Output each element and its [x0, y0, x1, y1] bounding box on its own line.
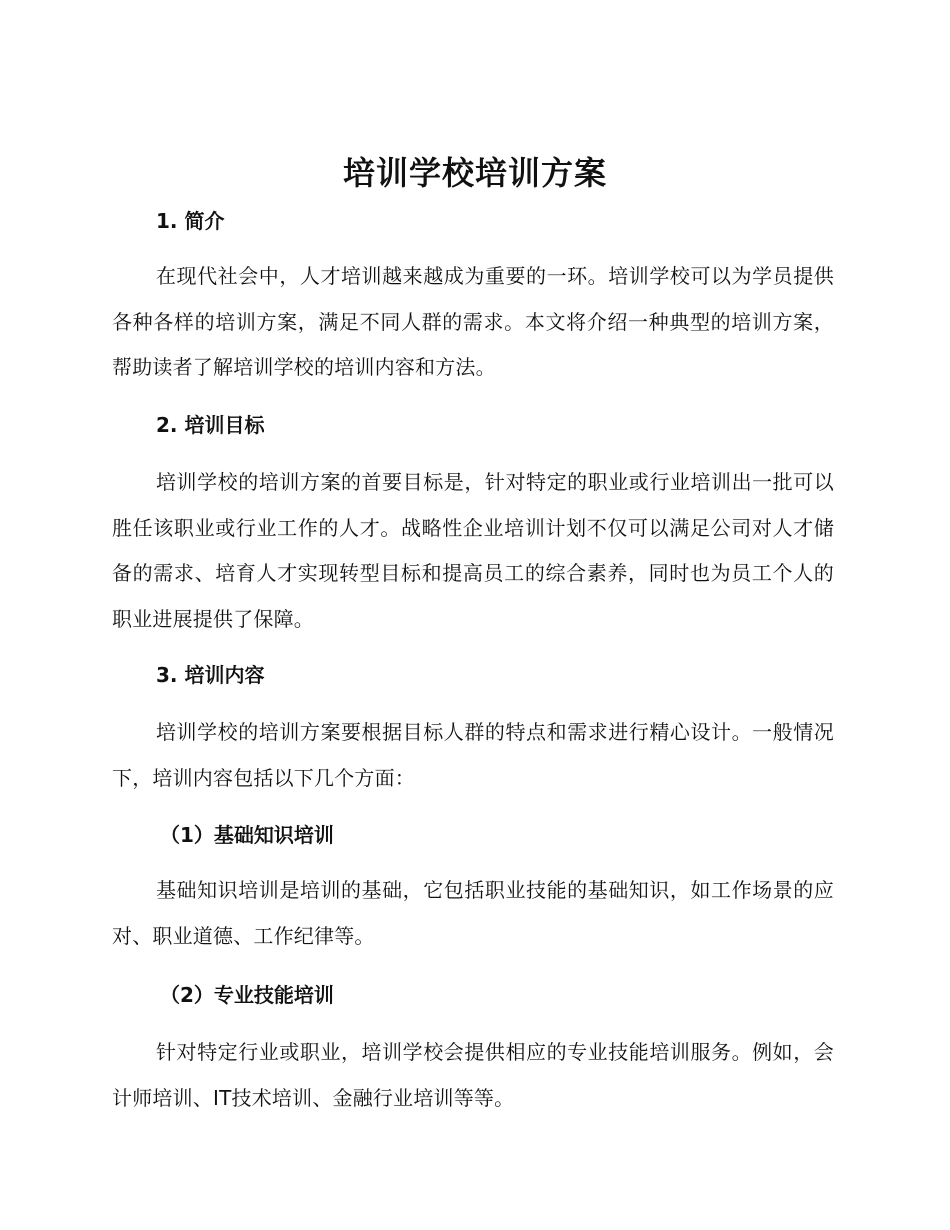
- section-paragraph-introduction: 在现代社会中，人才培训越来越成为重要的一环。培训学校可以为学员提供各种各样的培训方案，满足不同人群的需求。本文将介绍一种典型的培训方案，帮助读者了解培训学校的培训内容和方法。: [112, 264, 834, 379]
- document-title: 培训学校培训方案: [342, 154, 607, 192]
- subsection-paragraph-basic-knowledge: 基础知识培训是培训的基础，它包括职业技能的基础知识，如工作场景的应对、职业道德、工作纪律等。: [112, 878, 834, 948]
- section-paragraph-content: 培训学校的培训方案要根据目标人群的特点和需求进行精心设计。一般情况下，培训内容包括以下几个方面：: [112, 720, 834, 790]
- subsection-paragraph-professional-skills: 针对特定行业或职业，培训学校会提供相应的专业技能培训服务。例如，会计师培训、IT技术培训、金融行业培训等等。: [112, 1040, 834, 1110]
- section-heading-content: 3. 培训内容: [156, 663, 265, 687]
- section-paragraph-goals: 培训学校的培训方案的首要目标是，针对特定的职业或行业培训出一批可以胜任该职业或行业工作的人才。战略性企业培训计划不仅可以满足公司对人才储备的需求、培育人才实现转型目标和提高员工的综合素养，同时也为员工个人的职业进展提供了保障。: [112, 470, 834, 631]
- section-heading-introduction: 1. 简介: [156, 209, 225, 233]
- subsection-heading-basic-knowledge: （1）基础知识培训: [160, 823, 334, 847]
- subsection-heading-professional-skills: （2）专业技能培训: [160, 983, 334, 1007]
- section-heading-goals: 2. 培训目标: [156, 413, 265, 437]
